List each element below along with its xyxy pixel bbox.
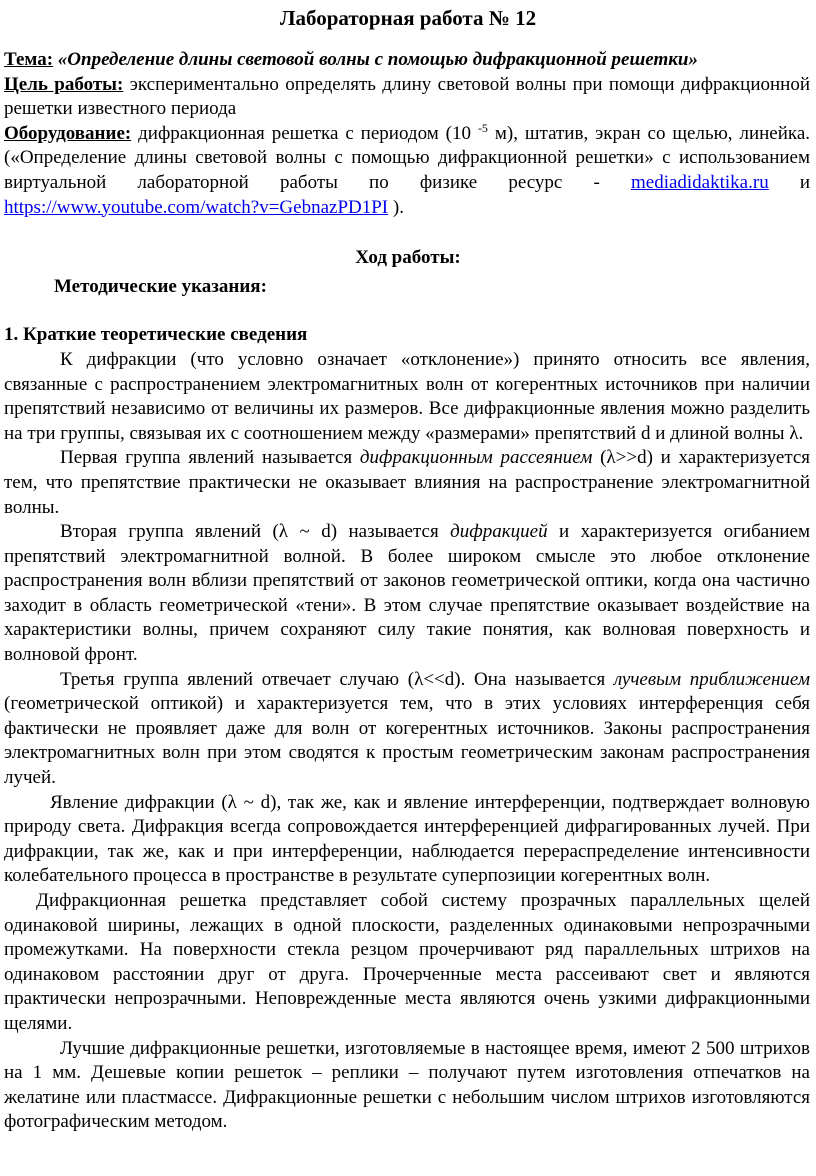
- topic-line: [4, 48, 810, 73]
- progress-heading: Ход работы:: [355, 247, 461, 269]
- paragraph-7: Лучшие дифракционные решетки, изготовляемые в настоящее время, имеют 2 500 штрихов на 1 мм. Дешевые копии решеток – реплики – получают путем изготовления отпечатков на желатине или пластмассе. Дифракционные решетки с небольшим числом штрихов изготовляются фотографическим методом.: [4, 1037, 810, 1133]
- paragraph-3: [4, 520, 810, 668]
- goal-text: экспериментально определять длину световой волны при помощи дифракционной решетки известного периода: [4, 73, 811, 120]
- topic-text: «Определение длины световой волны с помощью дифракционной решетки»: [57, 49, 698, 70]
- equipment-text-b: м), штатив, экран со щелью, линейка. («Определение длины световой волны с помощью дифракционной решетки» с использованием виртуальной лабораторной работы по физике ресурс -: [4, 122, 811, 193]
- equipment-line: [4, 122, 810, 220]
- paragraph-1: К дифракции (что условно означает «отклонение») принято относить все явления, связанные с распространением электромагнитных волн от когерентных источников при наличии препятствий независимо от величины их размеров. Все дифракционные явления можно разделить на три группы, связывая их с соотношением между «размерами» препятствий d и длиной волны λ.: [4, 348, 810, 444]
- paragraph-2-a: Первая группа явлений называется: [60, 447, 353, 469]
- section1-heading: 1. Краткие теоретические сведения: [4, 324, 308, 346]
- equipment-and: и: [799, 171, 811, 193]
- paragraph-3-b: и характеризуется огибанием препятствий электромагнитной волной. В более широком смысле это любое отклонение распространения волн вблизи препятствий от законов геометрической оптики, когда она частично заходит в область геометрической «тени». В этом случае препятствие оказывает воздействие на характеристики волны, причем сохраняют силу такие понятия, как волновая поверхность и волновой фронт.: [4, 521, 810, 666]
- topic-label: Тема:: [4, 49, 54, 70]
- goal-line: [4, 73, 810, 122]
- equipment-exponent: -5: [477, 120, 488, 135]
- paragraph-4-b: (геометрической оптикой) и характеризуется тем, что в этих условиях интерференция себя фактически не проявляет даже для волн от когерентных источников. Законы распространения электромагнитных волн при этом сводятся к простым геометрическим законам распространения лучей.: [4, 693, 810, 789]
- paragraph-2-em: дифракционным рассеянием: [359, 447, 593, 469]
- paragraph-2: [4, 446, 810, 520]
- paragraph-5: Явление дифракции (λ ~ d), так же, как и явление интерференции, подтверждает волновую природу света. Дифракция всегда сопровождается интерференцией дифрагированных лучей. При дифракции, так же, как и при интерференции, наблюдается перераспределение интенсивности колебательного процесса в пространстве в результате суперпозиции когерентных волн.: [4, 791, 810, 887]
- goal-label: Цель работы:: [4, 73, 124, 95]
- paragraph-6: Дифракционная решетка представляет собой систему прозрачных параллельных щелей одинаковой ширины, лежащих в одной плоскости, разделенных одинаковыми непрозрачными промежутками. На поверхности стекла резцом прочерчивают ряд параллельных штрихов на одинаковом расстоянии друг от друга. Прочерченные места рассеивают свет и являются практически непрозрачными. Неповрежденные места являются очень узкими дифракционными щелями.: [4, 890, 810, 1034]
- paragraph-2-b: (λ>>d) и характеризуется тем, что препятствие практически не оказывает влияния на распространение электромагнитной волны.: [4, 447, 811, 518]
- paragraph-4: [4, 668, 810, 791]
- method-heading: Методические указания:: [54, 275, 267, 297]
- youtube-link[interactable]: https://www.youtube.com/watch?v=GebnazPD1PI: [4, 196, 389, 218]
- equipment-text-a: дифракционная решетка с периодом (10: [138, 122, 471, 144]
- paragraph-4-a: Третья группа явлений отвечает случаю (λ<<d). Она называется: [60, 668, 606, 690]
- paragraph-3-a: Вторая группа явлений (λ ~ d) называется: [60, 521, 439, 543]
- equipment-label: Оборудование:: [4, 122, 132, 144]
- paragraph-3-em: дифракцией: [450, 521, 548, 543]
- mediadidaktika-link[interactable]: mediadidaktika.ru: [630, 171, 769, 193]
- paragraph-4-em: лучевым приближением: [613, 668, 810, 690]
- equipment-tail: ).: [392, 196, 404, 218]
- page-title: Лабораторная работа № 12: [279, 6, 537, 30]
